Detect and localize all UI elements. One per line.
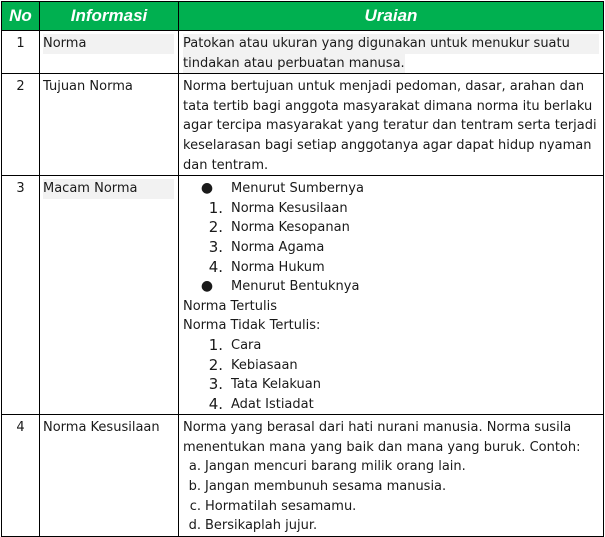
desc-line: Norma Tertulis [183, 298, 277, 314]
row-info [40, 176, 179, 415]
alpha-marker: b. [188, 479, 201, 495]
number-marker: 4. [208, 394, 223, 413]
row-description [179, 415, 604, 537]
list-item [183, 218, 599, 238]
list-item [183, 516, 599, 536]
row-number: 3 [2, 176, 40, 415]
bullet-marker: ● [200, 278, 214, 295]
row-info [40, 415, 179, 537]
table-row [2, 415, 604, 537]
list-item-text: Kebiasaan [231, 357, 298, 373]
row-info-text: Norma [43, 34, 174, 54]
list-item [183, 199, 599, 219]
row-description [179, 74, 604, 176]
row-number: 4 [2, 415, 40, 537]
norma-table [1, 1, 604, 537]
desc-line: tindakan atau perbuatan manusa. [183, 54, 405, 74]
row-description [179, 176, 604, 415]
number-marker: 1. [208, 198, 223, 217]
list-item [183, 375, 599, 395]
number-marker: 4. [208, 257, 223, 276]
list-item-text: Tata Kelakuan [231, 377, 321, 393]
list-item [183, 457, 599, 477]
list-item [183, 336, 599, 356]
list-item-text: Cara [231, 337, 262, 353]
list-item-text: Hormatilah sesamamu. [205, 498, 357, 514]
list-item [183, 497, 599, 517]
list-item-text: Jangan membunuh sesama manusia. [205, 479, 447, 495]
alpha-marker: d. [188, 518, 201, 534]
number-marker: 2. [208, 355, 223, 374]
desc-line: dan tentram. [183, 157, 269, 173]
list-item [183, 356, 599, 376]
row-info [40, 31, 179, 74]
number-marker: 3. [208, 237, 223, 256]
row-number: 1 [2, 31, 40, 74]
desc-line: Norma bertujuan untuk menjadi pedoman, dasar, arahan dan [183, 79, 585, 95]
row-info [40, 74, 179, 176]
list-item-text: Menurut Bentuknya [231, 279, 360, 295]
header-no: No [2, 2, 40, 31]
list-item [183, 179, 599, 199]
number-marker: 1. [208, 335, 223, 354]
number-marker: 3. [208, 375, 223, 394]
list-item-text: Norma Kesusilaan [231, 200, 348, 216]
table-row [2, 176, 604, 415]
alpha-marker: c. [189, 498, 201, 514]
list-item-text: Norma Hukum [231, 259, 325, 275]
number-marker: 2. [208, 218, 223, 237]
list-item-text: Adat Istiadat [231, 396, 314, 412]
row-number: 2 [2, 74, 40, 176]
list-item-text: Jangan mencuri barang milik orang lain. [205, 459, 466, 475]
list-item [183, 258, 599, 278]
row-info-text: Macam Norma [43, 179, 174, 199]
list-item [183, 238, 599, 258]
table-row [2, 74, 604, 176]
desc-line: Norma yang berasal dari hati nurani manusia. Norma susila [183, 420, 572, 436]
list-item [183, 477, 599, 497]
list-item-text: Menurut Sumbernya [231, 181, 364, 197]
desc-line: menentukan mana yang baik dan mana yang buruk. Contoh: [183, 439, 581, 455]
desc-line: Norma Tidak Tertulis: [183, 318, 321, 334]
bullet-marker: ● [200, 180, 214, 197]
list-item-text: Norma Agama [231, 239, 325, 255]
list-item [183, 277, 599, 297]
header-row [2, 2, 604, 31]
header-uraian: Uraian [179, 2, 604, 31]
desc-line: Patokan atau ukuran yang digunakan untuk menukur suatu [183, 34, 599, 54]
list-item [183, 395, 599, 415]
desc-line: keselarasan bagi setiap anggotanya agar dapat hidup nyaman [183, 137, 592, 153]
row-info-text: Norma Kesusilaan [43, 420, 160, 436]
desc-line: agar tercipa masyarakat yang teratur dan tentram serta terjadi [183, 118, 597, 134]
list-item-text: Bersikaplah jujur. [205, 518, 318, 534]
alpha-marker: a. [188, 459, 201, 475]
desc-line: tata tertib bagi anggota masyarakat dimana norma itu berlaku [183, 98, 593, 114]
row-info-text: Tujuan Norma [43, 79, 133, 95]
table-row [2, 31, 604, 74]
header-informasi: Informasi [40, 2, 179, 31]
row-description [179, 31, 604, 74]
list-item-text: Norma Kesopanan [231, 220, 350, 236]
